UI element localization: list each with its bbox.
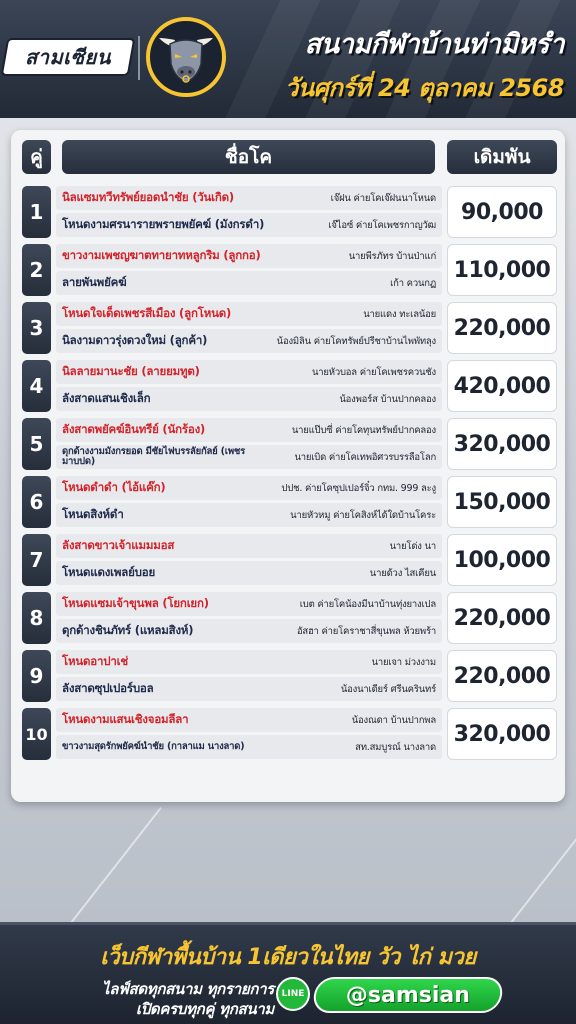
- pair-number: 10: [22, 708, 51, 760]
- bull-entry: [56, 619, 442, 643]
- bet-amount: 320,000: [447, 708, 557, 760]
- table-row: [11, 302, 565, 354]
- owner-name: นายแป๊บซี่ ค่ายโคทุนทรัพย์ปากคลอง: [291, 424, 436, 436]
- owner-name: เจ๊ไอซ์ ค่ายโคเพชรกาญวัฒ: [328, 219, 436, 231]
- brand-logo-text: สามเซียน: [25, 45, 111, 69]
- bull-entry: [56, 561, 442, 585]
- bet-amount: 320,000: [447, 418, 557, 470]
- bull-name: โหนดสิงห์ดำ: [62, 507, 124, 521]
- owner-name: น้องพอร์ส บ้านปากคลอง: [339, 393, 436, 405]
- bull-name: ลังสาดพยัคฆ์อินทรีย์ (นักร้อง): [62, 422, 206, 436]
- bet-amount: 220,000: [447, 302, 557, 354]
- bull-entry: [56, 534, 442, 558]
- footer-slogan: เว็บกีฬาพื้นบ้าน 1เดียวในไทย วัว ไก่ มวย: [100, 945, 476, 970]
- bet-amount: 220,000: [447, 650, 557, 702]
- logo-divider: [138, 36, 140, 80]
- bull-entry: [56, 592, 442, 616]
- pair-number: 5: [22, 418, 51, 470]
- bull-name: โหนดดำดำ (ไอ้แค๊ก): [62, 480, 166, 494]
- page-header: [0, 0, 576, 118]
- table-row: [11, 186, 565, 238]
- bull-name: ขาวงามสุดรักพยัคฆ์นำชัย (กาลาแม นางลาด): [62, 741, 245, 752]
- bull-entry: [56, 735, 442, 759]
- bull-entry: [56, 213, 442, 237]
- table-row: [11, 534, 565, 586]
- owner-name: นายหัวหมู ค่ายโคสิงห์ได้ใดบ้านโคระ: [290, 509, 436, 521]
- bull-name: ดุกด้างงามมังกรยอด มีชัยไฟบรรลัยกัลย์ (เพชรมาบปด): [62, 446, 246, 467]
- bull-entry: [56, 650, 442, 674]
- owner-name: เก้า ควนกฏ: [390, 277, 436, 289]
- bull-entry: [56, 476, 442, 500]
- bull-entry: [56, 708, 442, 732]
- bull-entry: [56, 677, 442, 701]
- table-row: [11, 476, 565, 528]
- pair-number: 2: [22, 244, 51, 296]
- bull-entry: [56, 186, 442, 210]
- owner-name: น้องนาเดียร์ ศรีนครินทร์: [340, 683, 436, 695]
- pair-number: 8: [22, 592, 51, 644]
- bull-name: นิลงามดาวรุ่งดวงใหม่ (ลูกค้า): [62, 333, 208, 347]
- bull-entry: [56, 360, 442, 384]
- bet-amount: 100,000: [447, 534, 557, 586]
- bull-name: โหนดแดงเพลย์บอย: [62, 565, 156, 579]
- footer-tagline-1: ไลฟ์สดทุกสนาม ทุกรายการ: [102, 980, 274, 998]
- bull-entry: [56, 418, 442, 442]
- bull-name: โหนดแซมเจ้าขุนพล (โยกเยก): [62, 596, 209, 610]
- bet-amount: 220,000: [447, 592, 557, 644]
- bull-entry: [56, 503, 442, 527]
- pair-number: 4: [22, 360, 51, 412]
- owner-name: สท.สมบูรณ์ นางลาด: [355, 741, 436, 753]
- owner-name: ปปช. ค่ายโคซุปเปอร์จิ๋ว กทม. 999 ละงู: [281, 482, 436, 494]
- bull-entry: [56, 387, 442, 411]
- table-row: [11, 360, 565, 412]
- bull-name: ลายพันพยัคฆ์: [62, 275, 127, 289]
- line-id-label: @samsian: [345, 982, 470, 1008]
- bull-name: นิลแซมทวีทรัพย์ยอดนำชัย (วันเกิด): [62, 190, 234, 204]
- bull-name: ดุกด้างชินภัทร์ (แหลมสิงห์): [62, 623, 194, 637]
- bet-amount: 90,000: [447, 186, 557, 238]
- bull-name: โหนดใจเด็ดเพชรสีเมือง (ลูกโหนด): [62, 306, 232, 320]
- bull-name: ลังสาดขาวเจ้าแมมมอส: [62, 538, 175, 552]
- bull-head-icon: [145, 16, 227, 98]
- owner-name: เจ๊ฝน ค่ายโคเจ๊ฝนนาโหนด: [330, 192, 436, 204]
- owner-name: นายโด่ง นา: [389, 540, 436, 552]
- bull-name: โหนดอาปาเช่: [62, 654, 128, 668]
- bet-amount: 420,000: [447, 360, 557, 412]
- bull-name: โหนดงามแสนเชิงจอมลีลา: [62, 712, 189, 726]
- match-table: [11, 130, 565, 802]
- brand-logo: [3, 40, 133, 74]
- owner-name: นายเจา ม่วงงาม: [371, 656, 436, 668]
- bull-name: ลังสาดแสนเชิงเล็ก: [62, 391, 151, 405]
- owner-name: นายหัวบอล ค่ายโคเพชรควนชัง: [311, 366, 436, 378]
- line-id-button[interactable]: [311, 977, 504, 1013]
- bull-entry: [56, 302, 442, 326]
- bull-entry: [56, 329, 442, 353]
- column-header-pair: คู่: [22, 140, 51, 174]
- bet-amount: 150,000: [447, 476, 557, 528]
- bull-name: ขาวงามเพชญฆาตทายาทหลูกริม (ลูกกอ): [62, 248, 261, 262]
- owner-name: นายพีรภัทร บ้านป่าแก่: [348, 250, 436, 262]
- page-title: สนามกีฬาบ้านท่ามิหรำ: [304, 29, 564, 60]
- table-row: [11, 418, 565, 470]
- page-footer: [0, 922, 576, 1024]
- table-row: [11, 592, 565, 644]
- owner-name: นายเบิด ค่ายโคเทพอิศวรบรรลือโลก: [294, 451, 436, 463]
- owner-name: น้องมิลิน ค่ายโคทรัพย์ปรีชาบ้านไพพัทลุง: [276, 335, 436, 347]
- footer-tagline-2: เปิดครบทุกคู่ ทุกสนาม: [135, 1000, 274, 1018]
- owner-name: นายแดง ทะเลน้อย: [363, 308, 436, 320]
- pair-number: 7: [22, 534, 51, 586]
- table-row: [11, 244, 565, 296]
- table-row: [11, 708, 565, 760]
- line-app-icon[interactable]: [276, 977, 310, 1011]
- owner-name: เบต ค่ายโคน้องมีนาบ้านทุ่งยางเปล: [299, 598, 436, 610]
- pair-number: 1: [22, 186, 51, 238]
- bull-name: ลังสาดซุปเปอร์บอล: [62, 681, 154, 695]
- column-header-name: ชื่อโค: [62, 140, 435, 174]
- event-date: วันศุกร์ที่ 24 ตุลาคม 2568: [284, 74, 564, 102]
- pair-number: 9: [22, 650, 51, 702]
- column-header-bet: เดิมพัน: [447, 140, 557, 174]
- line-icon-label: LINE: [281, 989, 305, 999]
- bull-entry: [56, 445, 442, 469]
- bull-entry: [56, 271, 442, 295]
- bull-entry: [56, 244, 442, 268]
- bull-name: นิลลายมานะชัย (ลายยมทูต): [62, 364, 200, 378]
- owner-name: น้องณดา บ้านปากพล: [351, 714, 436, 726]
- table-row: [11, 650, 565, 702]
- bet-amount: 110,000: [447, 244, 557, 296]
- pair-number: 6: [22, 476, 51, 528]
- owner-name: นายด้วง ไสเคียน: [369, 567, 436, 579]
- owner-name: อัสฮา ค่ายโคราชาสี่ขุนพล ห้วยพร้า: [296, 625, 436, 637]
- bull-name: โหนดงามศรนารายพรายพยัคฆ์ (มังกรดำ): [62, 217, 265, 231]
- pair-number: 3: [22, 302, 51, 354]
